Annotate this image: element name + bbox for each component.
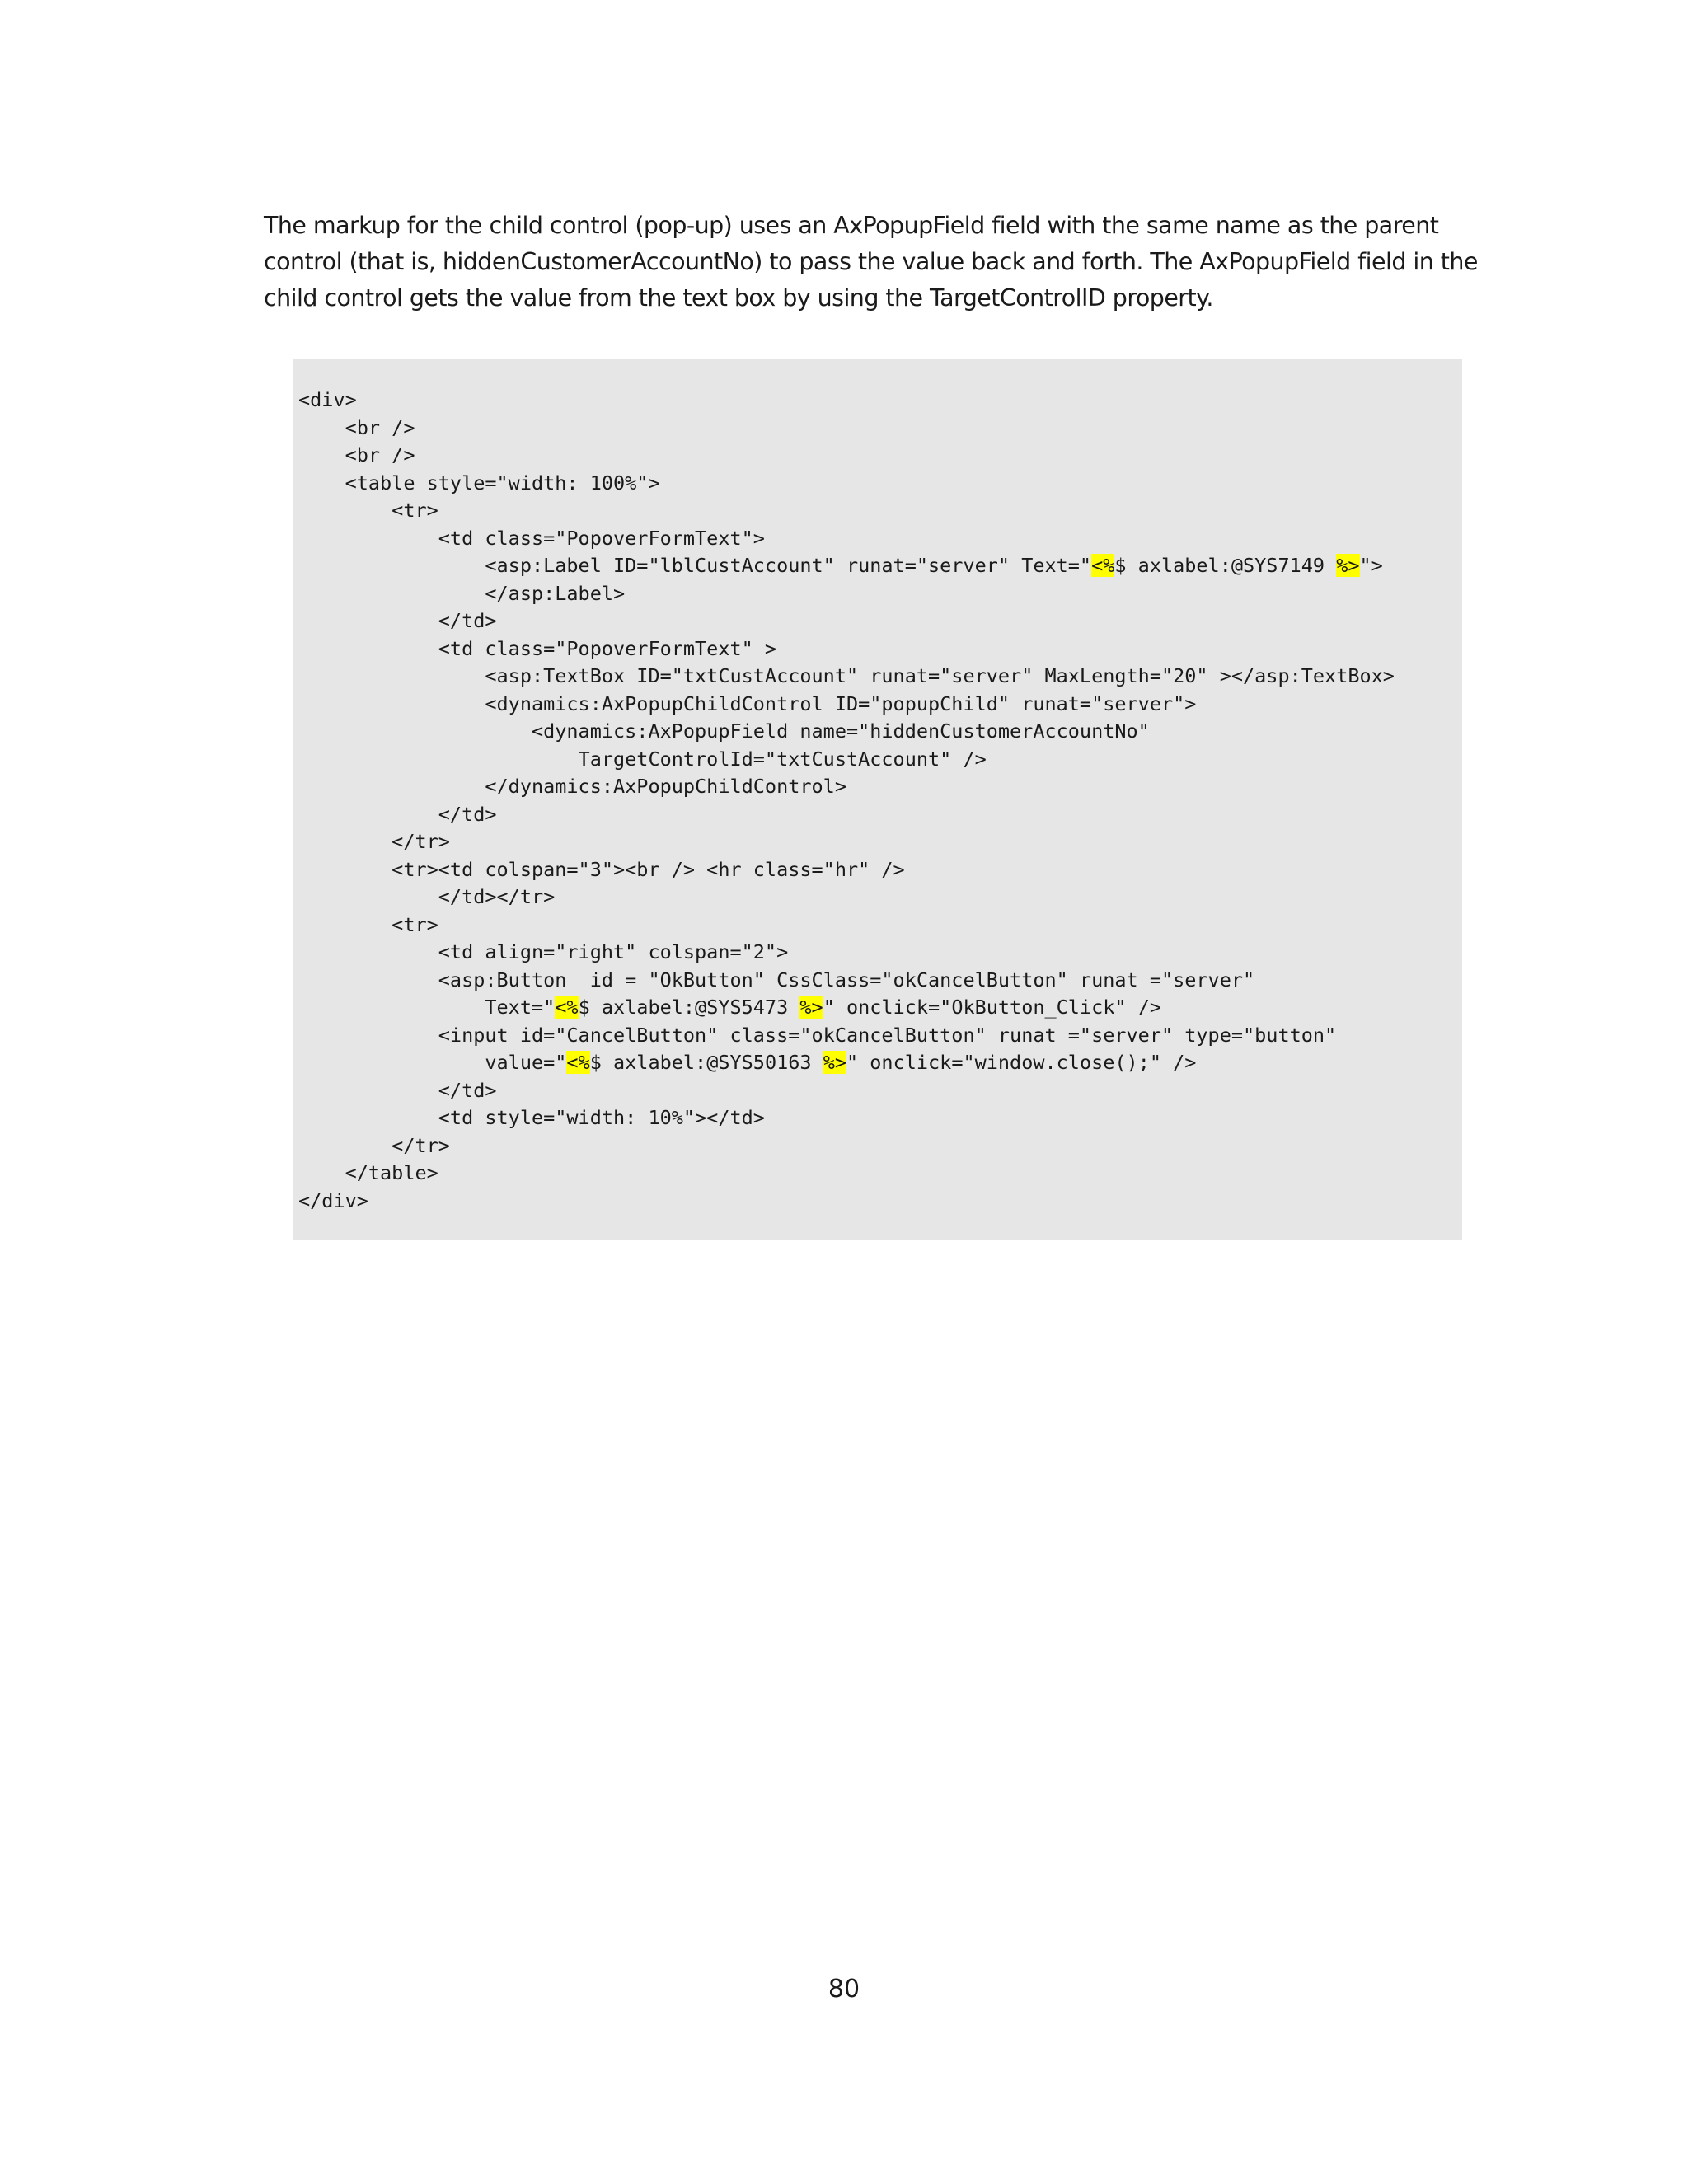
code-text: <br />	[298, 415, 415, 439]
code-line	[298, 773, 1395, 801]
code-text: <br />	[298, 443, 415, 466]
code-text: Text="	[298, 996, 556, 1019]
page-number: 80	[828, 1975, 860, 2004]
code-text: <td class="PopoverFormText" >	[298, 636, 777, 660]
code-text: " onclick="OkButton_Click" />	[823, 996, 1161, 1019]
code-listing	[298, 387, 1395, 1215]
highlighted-code-token: %>	[799, 996, 823, 1019]
code-text: " onclick="window.close();" />	[846, 1051, 1197, 1074]
code-text: </td>	[298, 802, 497, 826]
code-text: </td>	[298, 609, 497, 632]
highlighted-code-token: <%	[1091, 554, 1115, 577]
code-line	[298, 470, 1395, 498]
intro-paragraph: The markup for the child control (pop-up) uses an AxPopupField field with the same name as the parent control (that is, hiddenCustomerAccountNo) to pass the value back and forth. The AxPopupField field in the child control gets the value from the text box by using the TargetControlID property.	[264, 212, 1478, 312]
code-line	[298, 635, 1395, 663]
code-text: <tr>	[298, 912, 438, 936]
code-line	[298, 497, 1395, 525]
code-line	[298, 1022, 1395, 1050]
code-text: <table style="width: 100%">	[298, 471, 660, 494]
highlighted-code-token: %>	[1336, 554, 1360, 577]
highlighted-code-token: <%	[555, 996, 579, 1019]
code-line	[298, 994, 1395, 1022]
code-line	[298, 1104, 1395, 1132]
code-text: </div>	[298, 1188, 368, 1212]
code-text: </tr>	[298, 830, 450, 853]
code-text: <dynamics:AxPopupChildControl ID="popupChild" runat="server">	[298, 691, 1197, 715]
code-line	[298, 607, 1395, 635]
code-text: </td></tr>	[298, 885, 556, 908]
code-line	[298, 856, 1395, 884]
code-line	[298, 663, 1395, 691]
code-line	[298, 442, 1395, 470]
code-text: <input id="CancelButton" class="okCancelButton" runat ="server" type="button"	[298, 1023, 1337, 1047]
code-line	[298, 387, 1395, 415]
code-line	[298, 828, 1395, 856]
code-line	[298, 415, 1395, 443]
code-text: <asp:Button id = "OkButton" CssClass="okCancelButton" runat ="server"	[298, 968, 1255, 991]
code-text: </tr>	[298, 1133, 450, 1157]
code-line	[298, 746, 1395, 774]
highlighted-code-token: <%	[566, 1051, 590, 1074]
code-text: <asp:TextBox ID="txtCustAccount" runat="server" MaxLength="20" ></asp:TextBox>	[298, 664, 1395, 687]
code-line	[298, 718, 1395, 746]
code-line	[298, 552, 1395, 580]
code-line	[298, 525, 1395, 553]
code-text: <td class="PopoverFormText">	[298, 526, 765, 550]
code-text: <td style="width: 10%"></td>	[298, 1106, 765, 1129]
code-text: </asp:Label>	[298, 581, 626, 605]
code-line	[298, 1077, 1395, 1105]
code-text: </dynamics:AxPopupChildControl>	[298, 775, 846, 798]
code-text: <div>	[298, 388, 357, 411]
code-line	[298, 967, 1395, 995]
code-line	[298, 1132, 1395, 1160]
code-line	[298, 912, 1395, 940]
code-text: <tr><td colspan="3"><br /> <hr class="hr" />	[298, 857, 905, 881]
code-text: $ axlabel:@SYS7149	[1114, 554, 1337, 577]
code-text: TargetControlId="txtCustAccount" />	[298, 747, 987, 771]
code-line	[298, 1160, 1395, 1188]
highlighted-code-token: %>	[823, 1051, 846, 1074]
code-text: ">	[1359, 554, 1383, 577]
code-text: </td>	[298, 1078, 497, 1102]
code-text: $ axlabel:@SYS50163	[589, 1051, 823, 1074]
code-text: value="	[298, 1051, 567, 1074]
code-listing-box	[293, 359, 1462, 1240]
code-line	[298, 801, 1395, 829]
code-line	[298, 939, 1395, 967]
code-text: <td align="right" colspan="2">	[298, 940, 789, 963]
code-text: <asp:Label ID="lblCustAccount" runat="server" Text="	[298, 554, 1092, 577]
code-text: $ axlabel:@SYS5473	[578, 996, 800, 1019]
code-text: </table>	[298, 1161, 438, 1184]
code-line	[298, 883, 1395, 912]
code-text: <tr>	[298, 499, 438, 522]
code-line	[298, 1049, 1395, 1077]
code-line	[298, 691, 1395, 719]
code-text: <dynamics:AxPopupField name="hiddenCustomerAccountNo"	[298, 719, 1150, 743]
code-line	[298, 1188, 1395, 1216]
code-line	[298, 580, 1395, 608]
